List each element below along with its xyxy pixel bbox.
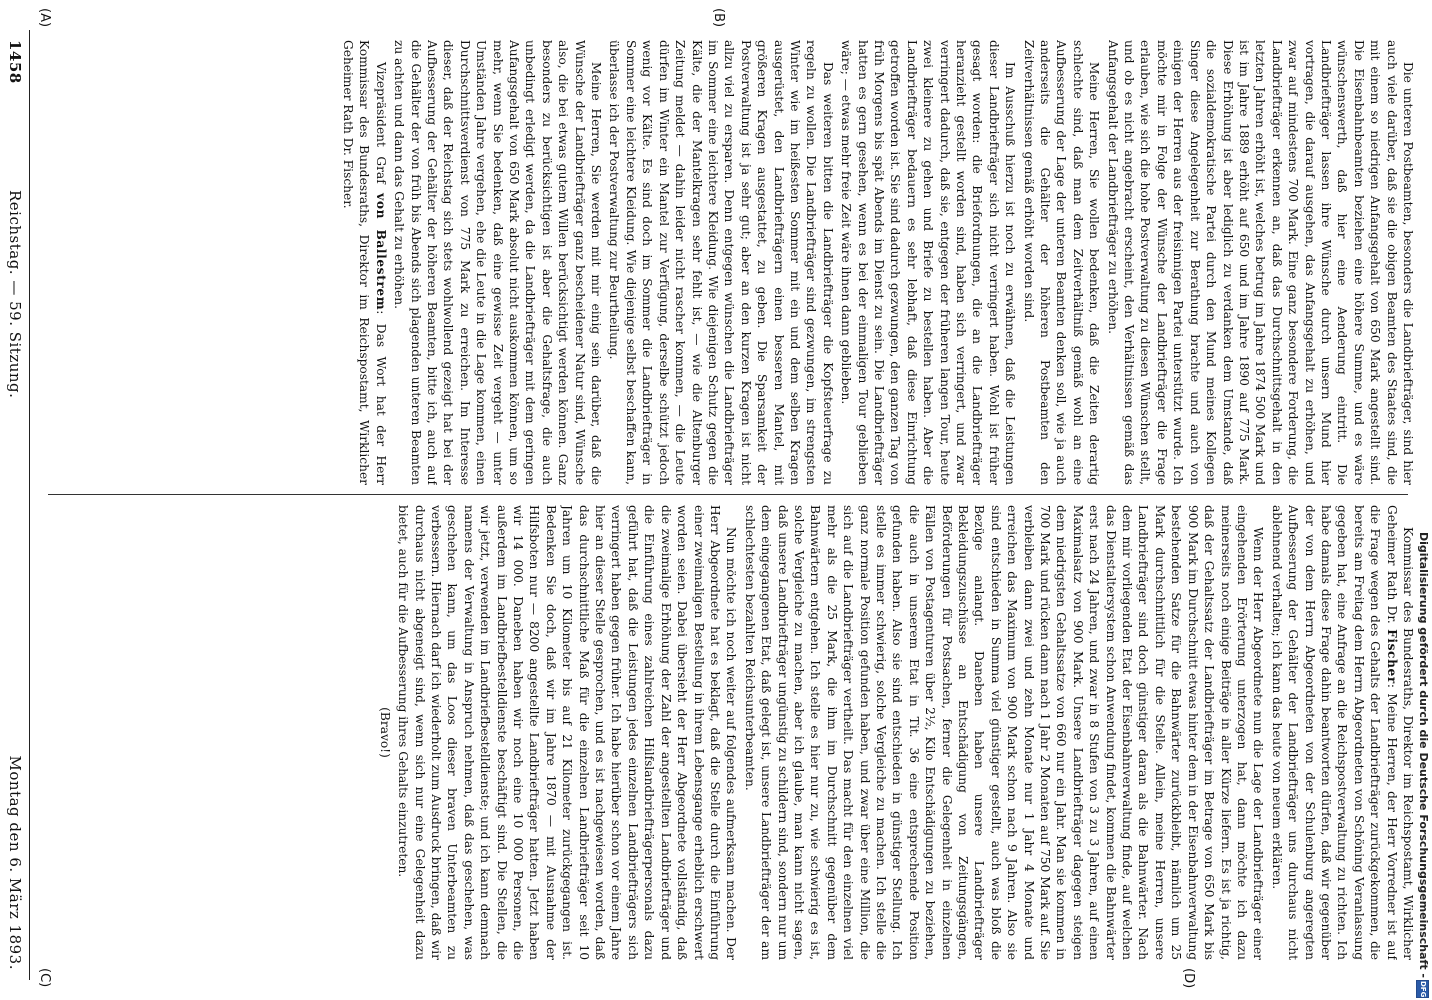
speaker-title: Kommissar des Bundesraths, Direktor im Reichspostamt, Wirklicher Geheimer Rath Dr. [1384, 505, 1415, 960]
margin-marker-d: (D) [1181, 968, 1196, 989]
right-paragraph: Nun möchte ich noch weiter auf folgendes aufmerksam machen. Der Herr Abgeordnete hat es beklagt, daß die Stelle durch die Einführung einer zweimaligen Bestellung in ihrem Lebensgange erheblich erschwert worden seien. Dabei übersieht der Herr Abgeordnete vollständig, daß die zweimalige Erhöhung der Zahl der angestellten Landbriefträger und die Einführung eines zahlreichen Hilfslandbriefträgerpersonals dazu geführt hat, daß die Leistungen jedes einzelnen Landbriefträgers sich verringert haben gegen früher. Ich habe hierüber schon vor einem Jahre hier an dieser Stelle gesprochen, und es ist nachgewiesen worden, daß das durchschnittliche Maß für die einzelnen Landbriefträger seit 10 Jahren um 10 Kilometer bis auf 21 Kilometer zurückgegangen ist. Bedenken Sie doch, daß wir im Jahre 1870 — mit Ausnahme der Hilfsboten nur — 8200 angestellte Landbriefträger hatten. Jetzt haben wir 14 000. Daneben haben wir noch eine 10 000 Personen, die außerdem im Landbriefbestelldienste beschäftigt sind. Die Stellen, die wir jetzt, verwenden im Landbriefbestelldienste; und ich kann demnach namens der Verwaltung in Anspruch nehmen, daß das geschehen, was geschehen kann, um das Loos dieser braven Unterbeamten zu verbessern. Hiernach darf ich wiederholt zum Ausdruck bringen, daß wir durchaus nicht abgeneigt sind, wenn sich nur eine Gelegenheit dazu bietet, auch für die Aufbesserung ihres Gehalts einzutreten. [396, 505, 739, 960]
speaker-name: Fischer [1384, 629, 1399, 684]
right-paragraph-speaker [1268, 505, 1416, 960]
right-paragraph: Wenn der Herr Abgeordnete nun die Lage der Landbriefträger einer eingehenden Erörterung unterzogen hat, dann möchte ich dazu meinerseits noch einige Beiträge in aller Kürze liefern. Es ist ja richtig, daß der Gehaltssatz der Landbriefträger im Betrage von 650 Mark bis 900 Mark im Durchschnitt etwas hinter dem in der Eisenbahnverwaltung bestehenden Satze für die Bahnwärter zurückbleibt, nämlich um 25 Mark durchschnittlich für die Stelle. Allein, meine Herren, unsere Landbriefträger sind doch günstiger daran als die Bahnwärter. Nach dem mir vorliegenden Etat der Eisenbahnverwaltung finde, auf welchen das Dienstaltersystem schon Anwendung findet, kommen die Bahnwärter erst nach 24 Jahren, und zwar in 8 Stufen von 3 zu 3 Jahren, auf einen Maximalsatz von 900 Mark. Unsere Landbriefträger dagegen steigen dem niedrigsten Gehaltssatze von 660 nur ein Jahr. Man sie kommen in 700 Mark und rücken dann nach 1 Jahr 2 Monaten auf 750 Mark auf. Sie verbleiben dann zwei und zehn Monate nur 1 Jahr 4 Monate und erreichen das Maximum von 900 Mark schon nach 9 Jahren. Also sie sind entschieden in Summa viel günstiger gestellt, auch was bloß die Bezüge anlangt. Daneben haben unsere Landbriefträger Bekleidungszuschüsse an Entschädigung von Zeitungsgängen, Beförderungen für Postsachen, ferner die Gelegenheit in einzelnen Fällen von Postagenturen über 2½, Kilo Entschädigungen zu beziehen, die auch in unserem Etat in Tit. 36 eine entsprechende Position gefunden haben. Also sie sind entschieden in günstiger Stellung. Ich stelle es immer schwierig, solche Vergleiche zu machen. Ich stelle die ganz normale Position gefunden haben, und zwar über eine Million, die sich auf die Landbriefträger vertheilt. Das macht für den einzelnen viel mehr als die 25 Mark, die ihm im Durchschnitt gegenüber dem Bahnwärtern entgehen. Ich stelle es hier nur zu, wie schwierig es ist, solche Vergleiche zu machen, aber ich glaube, man kann nicht sagen, daß unsere Landbriefträger ungünstig zu schildern sind, sondern nur um dem eingegangenen Etat, daß gelegt ist, unsere Landbriefträger der am schlechtesten bezahlten Reichsunterbeamten. [742, 505, 1266, 960]
digitization-footer [1414, 0, 1432, 1000]
left-paragraph: Meine Herren, Sie werden mit mir einig sein darüber, daß die Wünsche der Landbriefträger ganz bescheidener Natur sind, Wünsche also, die bei etwas gutem Willen berücksichtigt werden können. Ganz besonders zu berücksichtigen ist aber die Gehaltsfrage, die auch unbedingt erledigt werden, da die Landbriefträger mit dem geringen Aufangsgehalt von 650 Mark absolut nicht auskommen können, um so mehr, wenn Sie bedenken, daß eine gewisse Zeit vergeht — unter Umständen Jahre vergehen, ehe die Leute in die Lage kommen, einen Durchschnittsverdienst von 775 Mark zu erreichen. Im Interesse dieser, daß der Reichstag sich stets wohlwollend gezeigt hat bei der Aufbesserung der Gehälter der höheren Beamten, bitte ich, auch auf die Gehälter der von früh bis Abends sich plagenden unteren Beamten zu achten und dann das Gehalt zu erhöhen. [392, 40, 604, 485]
page-number: 1458 [6, 40, 24, 84]
applause-note: (Bravo!) [377, 707, 392, 758]
left-paragraph: Im Ausschuß hierzu ist noch zu erwähnen, daß die Leistungen dieser Landbriefträger sich nicht verringert haben. Wohl ist früher gesagt worden: die Briefordnungen, die an die Landbriefträger heranzieht gestellt worden sind, haben sich verringert, und zwar verringert dadurch, daß sie, entgegen der früheren langen Tour, heute zwei kleinere zu gehen und Briefe zu bestellen haben. Aber die Landbriefträger bedauern es sehr lebhaft, daß diese Einrichtung getroffen worden ist. Sie sind dadurch gezwungen, den ganzen Tag von früh Morgens bis spät Abends im Dienst zu sein. Die Landbriefträger hatten es gern gesehen, wenn es bei der einmaligen Tour geblieben wäre; — etwas mehr freie Zeit wäre ihnen dann geblieben. [839, 40, 1018, 485]
left-column [38, 40, 1416, 485]
page-header [4, 40, 24, 970]
speaker-text: : Meine Herren, der Herr Vorredner ist auf die Frage wegen des Gehalts der Landbriefträger zurückgekommen, die bereits am Freitag dem Herrn Abgeordneten von Schöning Veranlassung gegeben hat, eine Anfrage an die Reichspostverwaltung zu richten. Ich habe damals diese Frage dahin beantworten dürfen, daß wir gegenüber der von dem Herrn Abgeordneten von der Schulenburg angeregten Aufbesserung der Gehälter der Landbriefträger uns durchaus nicht ablehnend verhalten; ich kann das heute von neuem erklären. [1269, 505, 1399, 960]
margin-marker-b: (B) [711, 8, 726, 28]
left-paragraph: Das weiteren bitten die Landbriefträger die Kopfsteuerfrage zu regeln zu wollen. Die Landbriefträger sind gezwungen, im strengsten Winter wie im heißesten Sommer mit ein und dem selben Kragen ausgerüstet, den Landbriefträgern einen besseren Mantel, mit größeren Kragen ausgestattet, zu geben. Die Sparsamkeit der Postverwaltung ist ja sehr gut; aber an den kurzen Kragen ist nicht allzu viel zu ersparen. Denn entgegen wünschen die Landbriefträger im Sommer eine leichtere Kleidung. Wie diejenigen Schutz gegen die Kälte, die der Mantelkragen sehr fehlt ist, — wie die Altenburger Zeitung meldet — dahin leider nicht rascher kommen, — die Leute dürfen im Winter ein Mantel zur Verfügung, derselbe schützt jedoch wenig vor Kälte. Es sind doch im Sommer die Landbriefträger in Sommer eine leichtere Kleidung. Wie diejenige selbst beschaffen kann, überlasse ich der Postverwaltung zur Beurtheilung. [607, 40, 835, 485]
left-paragraph: Die unteren Postbeamten, besonders die Landbriefträger, sind hier auch viele darüber, daß sie die obigen Beamten des Staates sind, die mit einem so niedrigen Anfangsgehalt von 650 Mark angestellt sind. Die Eisenbahnbeamten beziehen eine höhere Summe, und es wäre wünschenswerth, daß hier eine Aenderung eintritt. Die Landbriefträger lassen ihre Wünsche durch unsern Mund hier vortragen, die darauf ausgehen, das Anfangsgehalt zu erhöhen, und zwar auf mindestens 700 Mark. Eine ganz besondere Forderung, die Landbriefträger erkennen an, daß das Durchschnittsgehalt in den letzten Jahren erhöht ist, welches betrug im Jahre 1874 500 Mark und ist im Jahre 1889 erhöht auf 650 und im Jahre 1890 auf 775 Mark. Diese Erhöhung ist aber lediglich zu verdanken dem Umstande, daß die sozialdemokratische Partei durch den Mund meines Kollegen Singer diese Angelegenheit zur Berathung brachte und auch von einigen der Herren aus der freisinnigen Partei unterstützt wurde. Ich möchte mir in Folge der Wünsche der Landbriefträger die Frage erlauben, wie sich die hohe Postverwaltung zu diesen Wünschen stellt, und ob es nicht angebracht erscheint, den Verhältnissen gemäß das Anfangsgehalt der Landbriefträger zu erhöhen. [1105, 40, 1415, 485]
speaker-name: von Ballestrem [373, 193, 388, 311]
margin-marker-a: (A) [37, 8, 52, 28]
left-paragraph: Meine Herren, Sie wollen bedenken, daß die Zeiten derartig schlechte sind, daß man dem Zeitverhältniß gemäß wohl an eine Aufbesserung der Lage der unteren Beamten denken soll, wie ja auch anderseits die Gehälter der höheren Postbeamten den Zeitverhältnissen gemäß erhöht worden sind. [1021, 40, 1102, 485]
speaker-text: : Das Wort hat der Herr Kommissar des Bundesraths, Direktor im Reichspostamt, Wirklicher Geheimer Rath Dr. Fischer. [341, 40, 388, 485]
header-rule [29, 30, 30, 980]
column-divider [48, 494, 1408, 495]
speaker-title: Vizepräsident Graf [373, 62, 388, 184]
footer-credit: Digitalisierung gefördert durch die Deutsche Forschungsgemeinschaft - [1417, 531, 1430, 978]
margin-marker-c: (C) [37, 968, 52, 988]
left-paragraph-speaker [340, 40, 389, 485]
dfg-logo: DFG [1416, 980, 1429, 998]
header-session: Reichstag. — 59. Sitzung. [6, 190, 24, 399]
header-date: Montag den 6. März 1893. [6, 755, 24, 970]
right-column [38, 505, 1416, 960]
